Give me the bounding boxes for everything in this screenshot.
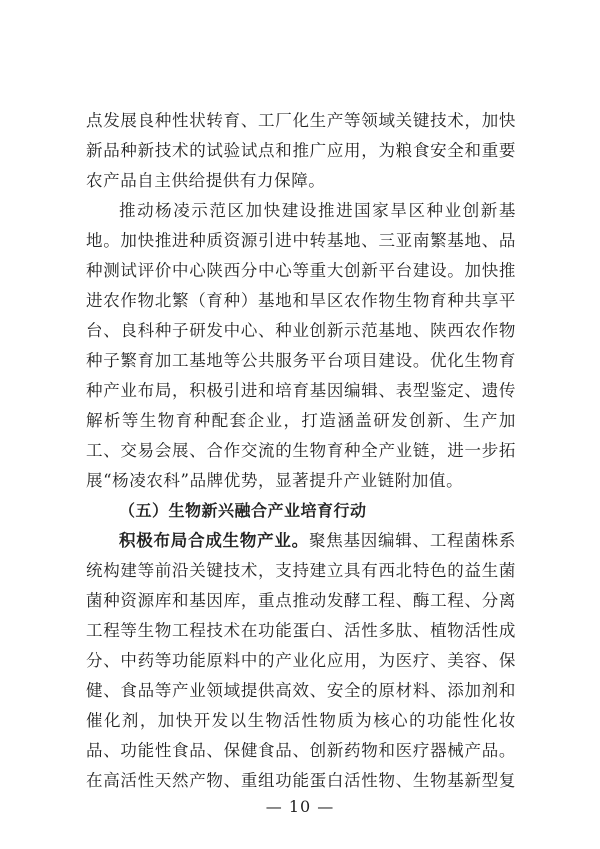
paragraph-3: [86, 526, 516, 796]
paragraph-1: 点发展良种性状转育、工厂化生产等领域关键技术，加快新品种新技术的试验试点和推广应用，为粮食安全和重要农产品自主供给提供有力保障。: [86, 111, 516, 190]
section-heading: （五）生物新兴融合产业培育行动: [119, 501, 367, 520]
body-text: [86, 106, 516, 796]
page-number: — 10 —: [265, 797, 335, 816]
paragraph-2: 推动杨凌示范区加快建设推进国家旱区种业创新基地。加快推进种质资源引进中转基地、三亚南繁基地、品种测试评价中心陕西分中心等重大创新平台建设。加快推进农作物北繁（育种）基地和旱区农作物生物育种共享平台、良科种子研发中心、种业创新示范基地、陕西农作物种子繁育加工基地等公共服务平台项目建设。优化生物育种产业布局，积极引进和培育基因编辑、表型鉴定、遗传解析等生物育种配套企业，打造涵盖研发创新、生产加工、交易会展、合作交流的生物育种全产业链，进一步拓展“杨凌农科”品牌优势，显著提升产业链附加值。: [86, 201, 516, 490]
paragraph-3-lead: 积极布局合成生物产业。: [119, 531, 309, 550]
paragraph-3-text: 聚焦基因编辑、工程菌株系统构建等前沿关键技术，支持建立具有西北特色的益生菌菌种资源库和基因库，重点推动发酵工程、酶工程、分离工程等生物工程技术在功能蛋白、活性多肽、植物活性成分、中药等功能原料中的产业化应用，为医疗、美容、保健、食品等产业领域提供高效、安全的原材料、添加剂和催化剂，加快开发以生物活性物质为核心的功能性化妆品、功能性食品、保健食品、创新药物和医疗器械产品。在高活性天然产物、重组功能蛋白活性物、生物基新型复: [86, 531, 516, 790]
